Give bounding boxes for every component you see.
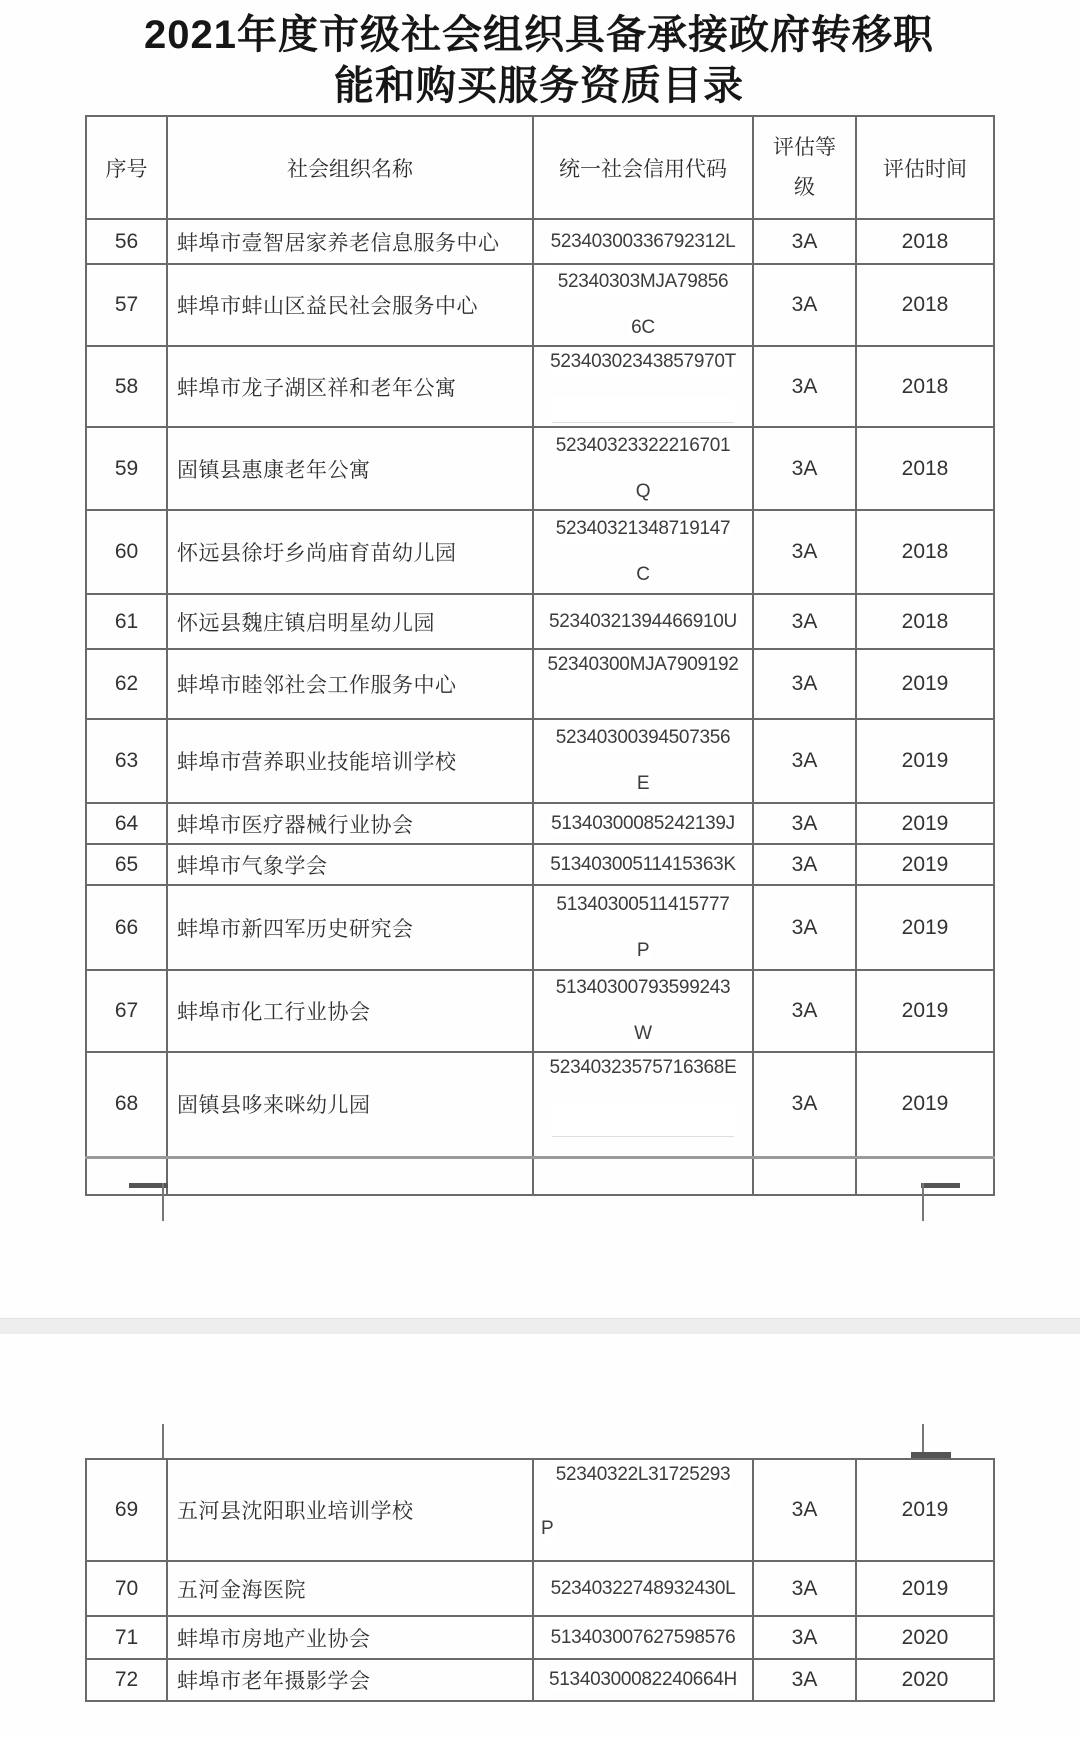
qualification-table-page1 (85, 115, 995, 1196)
table-row (86, 803, 994, 844)
org-name-cell: 固镇县惠康老年公寓 (167, 427, 533, 510)
credit-code-cell (533, 803, 753, 844)
credit-code-cell (533, 1659, 753, 1701)
org-name-cell: 蚌埠市龙子湖区祥和老年公寓 (167, 346, 533, 427)
document-title (85, 10, 993, 112)
year-cell: 2019 (856, 649, 994, 719)
grade-cell: 3A (753, 1561, 856, 1616)
table-row (86, 219, 994, 264)
credit-code-line: P (541, 1518, 554, 1539)
credit-code-stack (534, 650, 752, 680)
org-name-cell: 固镇县哆来咪幼儿园 (167, 1052, 533, 1157)
credit-code-stack (534, 514, 752, 590)
credit-code-line: 52340300394507356 (555, 727, 731, 748)
header-evaluation-time: 评估时间 (856, 116, 994, 219)
org-name-cell: 蚌埠市医疗器械行业协会 (167, 803, 533, 844)
credit-code-stack (534, 850, 752, 880)
year-cell: 2020 (856, 1616, 994, 1659)
credit-code-line: 52340323575716368E (549, 1057, 737, 1078)
year-cell: 2018 (856, 594, 994, 649)
page-break-band (0, 1318, 1080, 1334)
credit-code-stack (534, 1623, 752, 1653)
row-number-cell: 72 (86, 1659, 167, 1701)
row-number-cell: 71 (86, 1616, 167, 1659)
grade-cell: 3A (753, 719, 856, 803)
org-name-cell: 蚌埠市新四军历史研究会 (167, 885, 533, 970)
org-name-cell: 蚌埠市老年摄影学会 (167, 1659, 533, 1701)
year-cell: 2019 (856, 719, 994, 803)
table-header-row (86, 116, 994, 219)
row-number-cell: 65 (86, 844, 167, 885)
grade-cell: 3A (753, 885, 856, 970)
credit-code-line: Q (635, 480, 651, 502)
grade-cell: 3A (753, 844, 856, 885)
grade-cell: 3A (753, 427, 856, 510)
credit-code-line: E (636, 773, 650, 794)
table-row (86, 1561, 994, 1616)
white-patch-artifact (552, 1102, 734, 1137)
credit-code-cell (533, 510, 753, 594)
header-evaluation-grade-label: 评估等级 (773, 135, 836, 199)
year-cell: 2018 (856, 346, 994, 427)
table-row (86, 844, 994, 885)
credit-code-line: 52340323322216701 (555, 434, 731, 456)
white-patch-artifact (552, 396, 734, 423)
credit-code-line: 52340322748932430L (550, 1577, 736, 1599)
header-organization-name: 社会组织名称 (167, 116, 533, 219)
row-number-cell: 60 (86, 510, 167, 594)
credit-code-line: 51340300082240664H (549, 1669, 737, 1690)
row-number-cell: 58 (86, 346, 167, 427)
credit-code-line: W (634, 1023, 652, 1044)
credit-code-stack (534, 1665, 752, 1695)
empty-row (86, 1157, 994, 1195)
credit-code-line: C (636, 564, 650, 585)
org-name-cell: 怀远县徐圩乡尚庙育苗幼儿园 (167, 510, 533, 594)
row-number-cell (86, 1157, 167, 1195)
grade-cell: 3A (753, 264, 856, 346)
credit-code-cell (533, 346, 753, 427)
table-row (86, 1616, 994, 1659)
credit-code-stack (534, 1460, 752, 1544)
grade-cell: 3A (753, 803, 856, 844)
row-number-cell: 69 (86, 1459, 167, 1561)
table-border-artifact (162, 1424, 164, 1458)
row-number-cell: 59 (86, 427, 167, 510)
table-row (86, 1052, 994, 1157)
table-border-artifact (922, 1183, 924, 1221)
credit-code-cell (533, 594, 753, 649)
org-name-cell (167, 1157, 533, 1195)
credit-code-stack (534, 227, 752, 257)
grade-cell (753, 1157, 856, 1195)
header-serial-number: 序号 (86, 116, 167, 219)
year-cell: 2019 (856, 885, 994, 970)
table-row (86, 1659, 994, 1701)
header-evaluation-grade (753, 116, 856, 219)
table-row (86, 719, 994, 803)
credit-code-stack (534, 890, 752, 966)
credit-code-cell (533, 219, 753, 264)
year-cell: 2018 (856, 264, 994, 346)
org-name-cell: 怀远县魏庄镇启明星幼儿园 (167, 594, 533, 649)
table-row (86, 264, 994, 346)
credit-code-stack (534, 267, 752, 343)
grade-cell: 3A (753, 1616, 856, 1659)
grade-cell: 3A (753, 219, 856, 264)
credit-code-line: 6C (631, 317, 655, 338)
credit-code-line: 51340300085242139J (551, 812, 735, 834)
year-cell: 2019 (856, 970, 994, 1052)
table-row (86, 427, 994, 510)
row-number-cell: 62 (86, 649, 167, 719)
credit-code-stack (534, 431, 752, 507)
credit-code-cell (533, 1561, 753, 1616)
credit-code-line: 51340300511415777 (556, 893, 730, 915)
credit-code-cell (533, 719, 753, 803)
document-title-line1: 2021年度市级社会组织具备承接政府转移职 (144, 13, 934, 57)
row-number-cell: 68 (86, 1052, 167, 1157)
year-cell: 2020 (856, 1659, 994, 1701)
credit-code-line: P (636, 939, 650, 961)
credit-code-line: 51340300793599243 (555, 977, 731, 998)
credit-code-line: 52340321394466910U (549, 610, 737, 632)
org-name-cell: 蚌埠市壹智居家养老信息服务中心 (167, 219, 533, 264)
table-row (86, 885, 994, 970)
credit-code-stack (534, 1053, 752, 1140)
row-number-cell: 66 (86, 885, 167, 970)
grade-cell: 3A (753, 970, 856, 1052)
document-title-line2: 能和购买服务资质目录 (334, 64, 744, 108)
credit-code-line: 513403007627598576 (550, 1626, 736, 1648)
credit-code-cell (533, 1052, 753, 1157)
credit-code-line: 52340300336792312L (550, 230, 736, 252)
credit-code-cell (533, 885, 753, 970)
grade-cell: 3A (753, 1659, 856, 1701)
credit-code-stack (534, 1574, 752, 1604)
table-row (86, 970, 994, 1052)
org-name-cell: 蚌埠市蚌山区益民社会服务中心 (167, 264, 533, 346)
row-number-cell: 61 (86, 594, 167, 649)
org-name-cell: 五河县沈阳职业培训学校 (167, 1459, 533, 1561)
row-number-cell: 56 (86, 219, 167, 264)
year-cell: 2019 (856, 1052, 994, 1157)
grade-cell: 3A (753, 1459, 856, 1561)
org-name-cell: 蚌埠市睦邻社会工作服务中心 (167, 649, 533, 719)
credit-code-line: 52340322L31725293 (555, 1464, 731, 1485)
table-row (86, 594, 994, 649)
table-border-artifact (921, 1183, 960, 1188)
credit-code-cell (533, 264, 753, 346)
org-name-cell: 蚌埠市气象学会 (167, 844, 533, 885)
credit-code-cell (533, 1157, 753, 1195)
table-border-artifact (162, 1183, 164, 1221)
credit-code-cell (533, 427, 753, 510)
header-credit-code: 统一社会信用代码 (533, 116, 753, 219)
credit-code-cell (533, 1459, 753, 1561)
credit-code-line: 52340302343857970T (550, 351, 736, 372)
credit-code-stack (534, 973, 752, 1049)
grade-cell: 3A (753, 510, 856, 594)
year-cell: 2019 (856, 1561, 994, 1616)
table-row (86, 1459, 994, 1561)
row-number-cell: 70 (86, 1561, 167, 1616)
org-name-cell: 五河金海医院 (167, 1561, 533, 1616)
table-row (86, 510, 994, 594)
credit-code-line: 52340321348719147 (555, 518, 731, 539)
credit-code-line: 52340300MJA7909192 (547, 654, 739, 675)
credit-code-cell (533, 649, 753, 719)
credit-code-stack (534, 607, 752, 637)
year-cell: 2019 (856, 803, 994, 844)
credit-code-stack (534, 809, 752, 839)
credit-code-cell (533, 1616, 753, 1659)
year-cell: 2018 (856, 510, 994, 594)
grade-cell: 3A (753, 1052, 856, 1157)
credit-code-line: 51340300511415363K (550, 853, 736, 875)
year-cell: 2019 (856, 1459, 994, 1561)
org-name-cell: 蚌埠市营养职业技能培训学校 (167, 719, 533, 803)
year-cell: 2019 (856, 844, 994, 885)
year-cell: 2018 (856, 427, 994, 510)
org-name-cell: 蚌埠市房地产业协会 (167, 1616, 533, 1659)
credit-code-cell (533, 844, 753, 885)
credit-code-line: 52340303MJA79856 (557, 271, 729, 292)
qualification-table-page2 (85, 1458, 995, 1702)
credit-code-cell (533, 970, 753, 1052)
row-number-cell: 63 (86, 719, 167, 803)
org-name-cell: 蚌埠市化工行业协会 (167, 970, 533, 1052)
grade-cell: 3A (753, 594, 856, 649)
row-number-cell: 57 (86, 264, 167, 346)
year-cell (856, 1157, 994, 1195)
credit-code-stack (534, 723, 752, 799)
grade-cell: 3A (753, 649, 856, 719)
grade-cell: 3A (753, 346, 856, 427)
credit-code-stack (534, 347, 752, 426)
table-row (86, 649, 994, 719)
row-number-cell: 64 (86, 803, 167, 844)
year-cell: 2018 (856, 219, 994, 264)
table-row (86, 346, 994, 427)
row-number-cell: 67 (86, 970, 167, 1052)
